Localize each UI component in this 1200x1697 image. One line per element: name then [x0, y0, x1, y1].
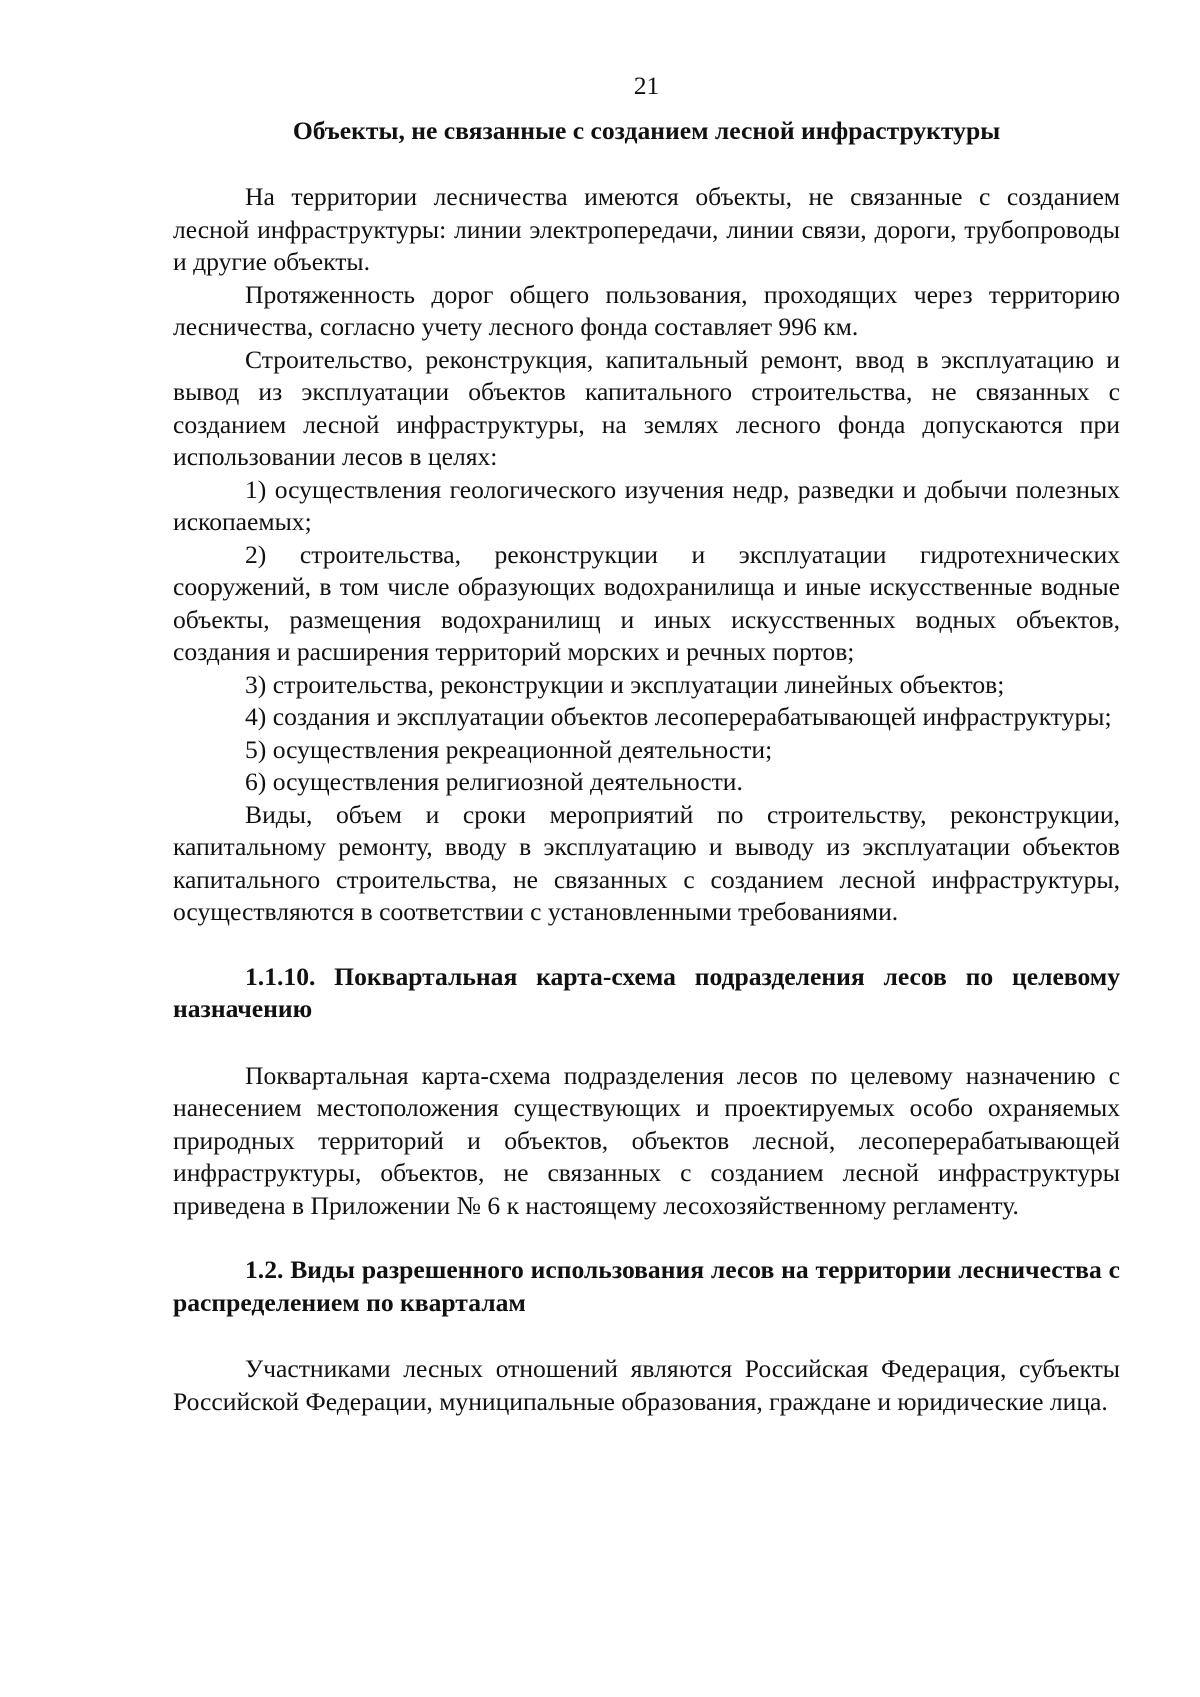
list-item: 3) строительства, реконструкции и эксплуатации линейных объектов; [245, 669, 1005, 699]
list-item: 2) строительства, реконструкции и эксплуатации гидротехнических сооружений, в том числе образующих водохранилища и иные искусственные водные объекты, размещения водохранилищ и иных искусственных водных объектов, создания и расширения территорий морских и речных портов; [173, 539, 1120, 666]
section-heading: 1.1.10. Поквартальная карта-схема подразделения лесов по целевому назначению [173, 961, 1120, 1023]
list-item: 1) осуществления геологического изучения недр, разведки и добычи полезных ископаемых; [173, 474, 1120, 536]
page-number: 21 [633, 71, 660, 100]
list-item: 4) создания и эксплуатации объектов лесоперерабатывающей инфраструктуры; [245, 702, 1112, 731]
paragraph: Участниками лесных отношений являются Российская Федерация, субъекты Российской Федерации, муниципальные образования, граждане и юридические лица. [173, 1354, 1120, 1416]
section-heading: 1.2. Виды разрешенного использования лесов на территории лесничества с распределением по кварталам [173, 1255, 1120, 1317]
page-content [173, 70, 1120, 1418]
paragraph: Строительство, реконструкция, капитальный ремонт, ввод в эксплуатацию и вывод из эксплуатации объектов капитального строительства, не связанных с созданием лесной инфраструктуры, на землях лесного фонда допускаются при использовании лесов в целях: [173, 344, 1120, 471]
spacer [173, 1026, 1120, 1060]
list-item: 6) осуществления религиозной деятельности. [245, 767, 743, 796]
spacer [173, 1319, 1120, 1353]
paragraph: На территории лесничества имеются объекты, не связанные с созданием лесной инфраструктуры: линии электропередачи, линии связи, дороги, трубопроводы и другие объекты. [173, 182, 1120, 276]
section-title: Объекты, не связанные с созданием лесной инфраструктуры [292, 115, 1001, 145]
spacer [173, 1222, 1120, 1254]
paragraph: Поквартальная карта-схема подразделения лесов по целевому назначению с нанесением местоположения существующих и проектируемых особо охраняемых природных территорий и объектов, объектов лесной, лесоперерабатывающей инфраструктуры, объектов, не связанных с созданием лесной инфраструктуры приведена в Приложении № 6 к настоящему лесохозяйственному регламенту. [173, 1060, 1120, 1220]
list-item: 5) осуществления рекреационной деятельности; [245, 734, 773, 764]
paragraph: Виды, объем и сроки мероприятий по строительству, реконструкции, капитальному ремонту, вводу в эксплуатацию и выводу из эксплуатации объектов капитального строительства, не связанных с созданием лесной инфраструктуры, осуществляются в соответствии с установленными требованиями. [173, 799, 1120, 926]
paragraph: Протяженность дорог общего пользования, проходящих через территорию лесничества, согласно учету лесного фонда составляет 996 км. [173, 279, 1120, 341]
spacer [173, 929, 1120, 961]
